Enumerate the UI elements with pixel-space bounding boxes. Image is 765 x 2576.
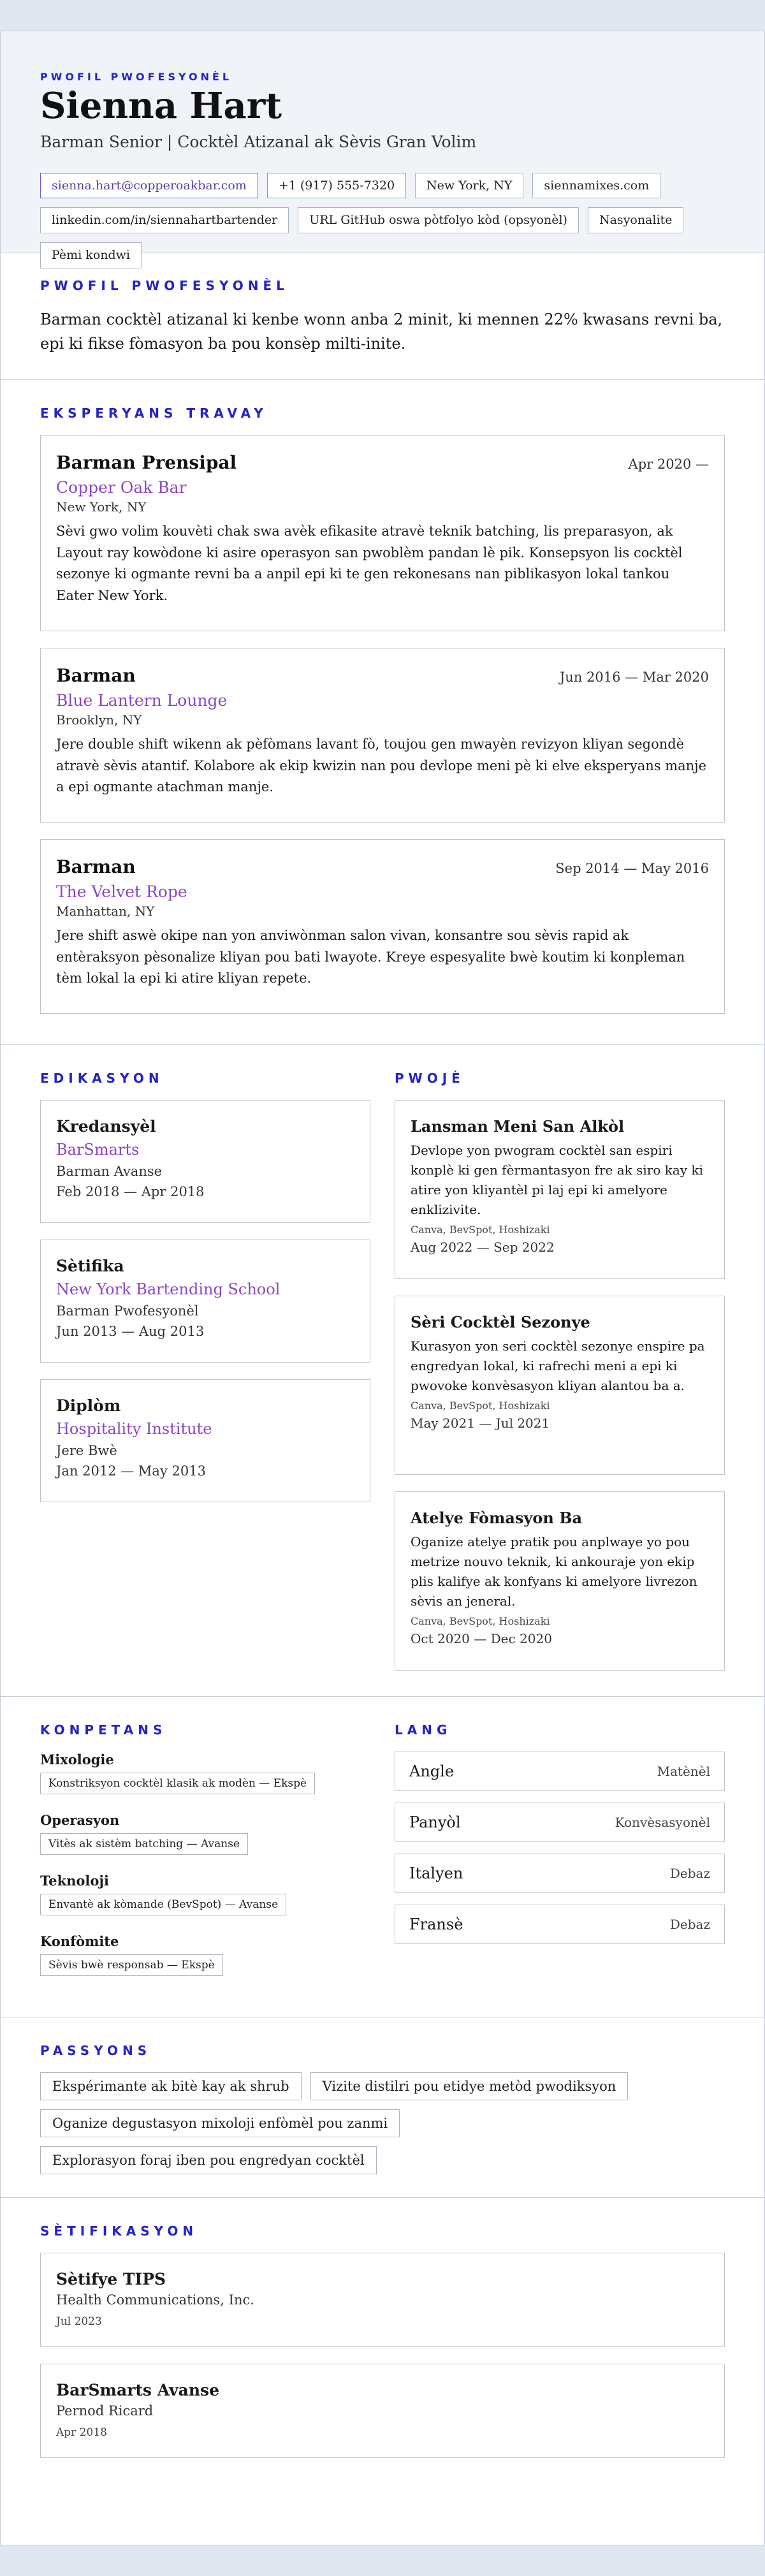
- project-card: [395, 1296, 725, 1475]
- job-description: Jere shift aswè okipe nan yon anviwònman salon vivan, konsantre sou sèvis rapid ak entèraksyon pèsonalize kliyan pou bati lwayote. Kreye espesyalite bwè koutim ki konpleman tèm lokal la epi ki atire kliyan repete.: [56, 928, 685, 986]
- education-card: [40, 1100, 370, 1223]
- contact-linkedin[interactable]: linkedin.com/in/siennahartbartender: [40, 207, 289, 233]
- project-description: Oganize atelye pratik pou anplwaye yo pou metrize nouvo teknik, ki ankouraje yon ekip plis kalifye ak konfyans ki amelyore livrezon sèvis an jeneral.: [411, 1534, 697, 1609]
- job-location: New York, NY: [56, 499, 147, 515]
- education-date: Feb 2018 — Apr 2018: [56, 1184, 205, 1199]
- candidate-headline: Barman Senior | Cocktèl Atizanal ak Sèvis Gran Volim: [40, 132, 477, 151]
- language-row: [395, 1803, 725, 1842]
- education-school: Hospitality Institute: [56, 1420, 212, 1438]
- project-tools: Canva, BevSpot, Hoshizaki: [411, 1224, 550, 1236]
- education-card: [40, 1240, 370, 1363]
- contact-phone[interactable]: +1 (917) 555-7320: [267, 173, 406, 199]
- passion-chip: Vizite distilri pou etidye metòd pwodiksyon: [310, 2072, 629, 2100]
- languages-title: LANG: [395, 1722, 452, 1738]
- job-title: Barman Prensipal: [56, 452, 237, 473]
- education-card: [40, 1379, 370, 1502]
- job-title: Barman: [56, 856, 136, 877]
- language-level: Debaz: [669, 1866, 710, 1881]
- language-level: Debaz: [669, 1917, 710, 1932]
- certification-card: [40, 2364, 725, 2458]
- skill-group: [40, 1752, 370, 1810]
- skill-group: [40, 1933, 370, 1991]
- education-school: New York Bartending School: [56, 1280, 280, 1298]
- certifications-section: [1, 2198, 764, 2458]
- skills-title: KONPETANS: [40, 1722, 167, 1738]
- certification-issuer: Health Communications, Inc.: [56, 2292, 254, 2308]
- job-company: Copper Oak Bar: [56, 478, 187, 497]
- project-title: Sèri Cocktèl Sezonye: [411, 1313, 590, 1331]
- education-title: EDIKASYON: [40, 1071, 164, 1086]
- job-description: Sèvi gwo volim kouvèti chak swa avèk efikasite atravè teknik batching, lis preparasyon, ak Layout ray kowòdone ki asire operasyon san pwoblèm pandan lè pik. Konsepsyon lis cocktèl sezonye ki ogmante revni ba a anpil epi ki te gen rekonesans nan piblikasyon lokal tankou Eater New York.: [56, 523, 683, 603]
- education-date: Jun 2013 — Aug 2013: [56, 1324, 205, 1339]
- language-row: [395, 1752, 725, 1791]
- skill-chip: Envantè ak kòmande (BevSpot) — Avanse: [40, 1894, 286, 1915]
- education-degree: Jere Bwè: [56, 1443, 117, 1458]
- project-card: [395, 1100, 725, 1279]
- job-date: Sep 2014 — May 2016: [555, 861, 709, 876]
- job-company: The Velvet Rope: [56, 882, 187, 901]
- job-description: Jere double shift wikenn ak pèfòmans lavant fò, toujou gen mwayèn revizyon kliyan segondè atravè sèvis atantif. Kolabore ak ekip kwizin nan pou devlope meni pè ki elve eksperyans manje a epi ogmante atachman manje.: [56, 736, 707, 795]
- certification-card: [40, 2253, 725, 2347]
- certification-issuer: Pernod Ricard: [56, 2403, 154, 2419]
- summary-title: PWOFIL PWOFESYONÈL: [40, 278, 289, 293]
- skill-group: [40, 1873, 370, 1931]
- language-name: Angle: [409, 1762, 455, 1780]
- contact-license: Pèmi kondwi: [40, 242, 142, 268]
- education-projects-section: [1, 1045, 764, 1697]
- languages-column: [395, 1722, 725, 2017]
- project-description: Devlope yon pwogram cocktèl san espiri konplè ki gen fèrmantasyon fre ak siro kay ki atire yon kliyantèl pi laj epi ki amelyore enklizivite.: [411, 1143, 703, 1217]
- education-column: [40, 1071, 370, 1696]
- contact-nationality: Nasyonalite: [588, 207, 683, 233]
- project-title: Lansman Meni San Alkòl: [411, 1117, 625, 1136]
- passion-chip: Ekspérimante ak bitè kay ak shrub: [40, 2072, 302, 2100]
- skill-category: Konfòmite: [40, 1933, 119, 1949]
- education-school: BarSmarts: [56, 1141, 140, 1159]
- job-location: Manhattan, NY: [56, 904, 155, 919]
- skill-chip: Konstriksyon cocktèl klasik ak modèn — Ekspè: [40, 1773, 315, 1794]
- contact-website[interactable]: siennamixes.com: [532, 173, 660, 199]
- summary-section: [1, 252, 764, 380]
- education-date: Jan 2012 — May 2013: [56, 1463, 206, 1479]
- contact-portfolio[interactable]: URL GitHub oswa pòtfolyo kòd (opsyonèl): [298, 207, 579, 233]
- education-type: Kredansyèl: [56, 1117, 156, 1136]
- skill-category: Teknoloji: [40, 1873, 109, 1889]
- summary-text: Barman cocktèl atizanal ki kenbe wonn anba 2 minit, ki mennen 22% kwasans revni ba, epi ki fikse fòmasyon ba pou konsèp milti-inite.: [40, 311, 723, 353]
- contact-email[interactable]: sienna.hart@copperoakbar.com: [40, 173, 258, 199]
- education-degree: Barman Avanse: [56, 1164, 163, 1179]
- certification-title: BarSmarts Avanse: [56, 2381, 219, 2399]
- candidate-name: Sienna Hart: [40, 85, 282, 127]
- project-title: Atelye Fòmasyon Ba: [411, 1509, 583, 1527]
- education-type: Sètifika: [56, 1257, 124, 1275]
- header-eyebrow: PWOFIL PWOFESYONÈL: [40, 71, 233, 83]
- language-name: Italyen: [409, 1864, 463, 1882]
- project-tools: Canva, BevSpot, Hoshizaki: [411, 1400, 550, 1412]
- job-date: Apr 2020 —: [628, 457, 709, 472]
- language-name: Panyòl: [409, 1813, 461, 1831]
- contact-location: New York, NY: [415, 173, 523, 199]
- experience-section: [1, 380, 764, 1045]
- certification-date: Apr 2018: [56, 2426, 107, 2439]
- skill-chip: Vitès ak sistèm batching — Avanse: [40, 1833, 248, 1855]
- job-date: Jun 2016 — Mar 2020: [559, 670, 709, 685]
- project-description: Kurasyon yon seri cocktèl sezonye enspire pa engredyan lokal, ki rafrechi meni a epi ki pwovoke konvèsasyon kliyan alantou ba a.: [411, 1338, 705, 1393]
- skill-group: [40, 1812, 370, 1870]
- resume-page: [0, 31, 765, 2545]
- project-date: Aug 2022 — Sep 2022: [411, 1240, 555, 1255]
- job-card: [40, 648, 725, 823]
- passions-list: [40, 2072, 690, 2174]
- language-level: Konvèsasyonèl: [615, 1815, 710, 1830]
- project-date: Oct 2020 — Dec 2020: [411, 1631, 552, 1646]
- certification-date: Jul 2023: [56, 2315, 102, 2328]
- project-date: May 2021 — Jul 2021: [411, 1416, 550, 1431]
- language-row: [395, 1905, 725, 1944]
- job-card: [40, 839, 725, 1014]
- project-tools: Canva, BevSpot, Hoshizaki: [411, 1615, 550, 1627]
- project-card: [395, 1491, 725, 1671]
- skills-languages-section: [1, 1697, 764, 2017]
- skill-chip: Sèvis bwè responsab — Ekspè: [40, 1954, 223, 1976]
- language-row: [395, 1854, 725, 1893]
- experience-title: EKSPERYANS TRAVAY: [40, 406, 268, 421]
- certifications-title: SÈTIFIKASYON: [40, 2223, 198, 2239]
- resume-header: [1, 31, 764, 263]
- education-degree: Barman Pwofesyonèl: [56, 1303, 199, 1319]
- passion-chip: Explorasyon foraj iben pou engredyan cocktèl: [40, 2146, 377, 2174]
- skill-category: Mixologie: [40, 1752, 114, 1767]
- passion-chip: Oganize degustasyon mixoloji enfòmèl pou zanmi: [40, 2109, 400, 2137]
- job-title: Barman: [56, 665, 136, 686]
- education-type: Diplòm: [56, 1396, 121, 1415]
- job-company: Blue Lantern Lounge: [56, 691, 228, 710]
- skills-column: [40, 1722, 370, 2017]
- skill-category: Operasyon: [40, 1812, 120, 1828]
- job-card: [40, 435, 725, 631]
- projects-title: PWOJÈ: [395, 1071, 465, 1086]
- passions-title: PASSYONS: [40, 2043, 152, 2058]
- certification-title: Sètifye TIPS: [56, 2270, 166, 2288]
- passions-section: [1, 2017, 764, 2198]
- job-location: Brooklyn, NY: [56, 712, 142, 728]
- language-level: Matènèl: [657, 1764, 710, 1779]
- projects-column: [395, 1071, 725, 1696]
- language-name: Fransè: [409, 1915, 463, 1933]
